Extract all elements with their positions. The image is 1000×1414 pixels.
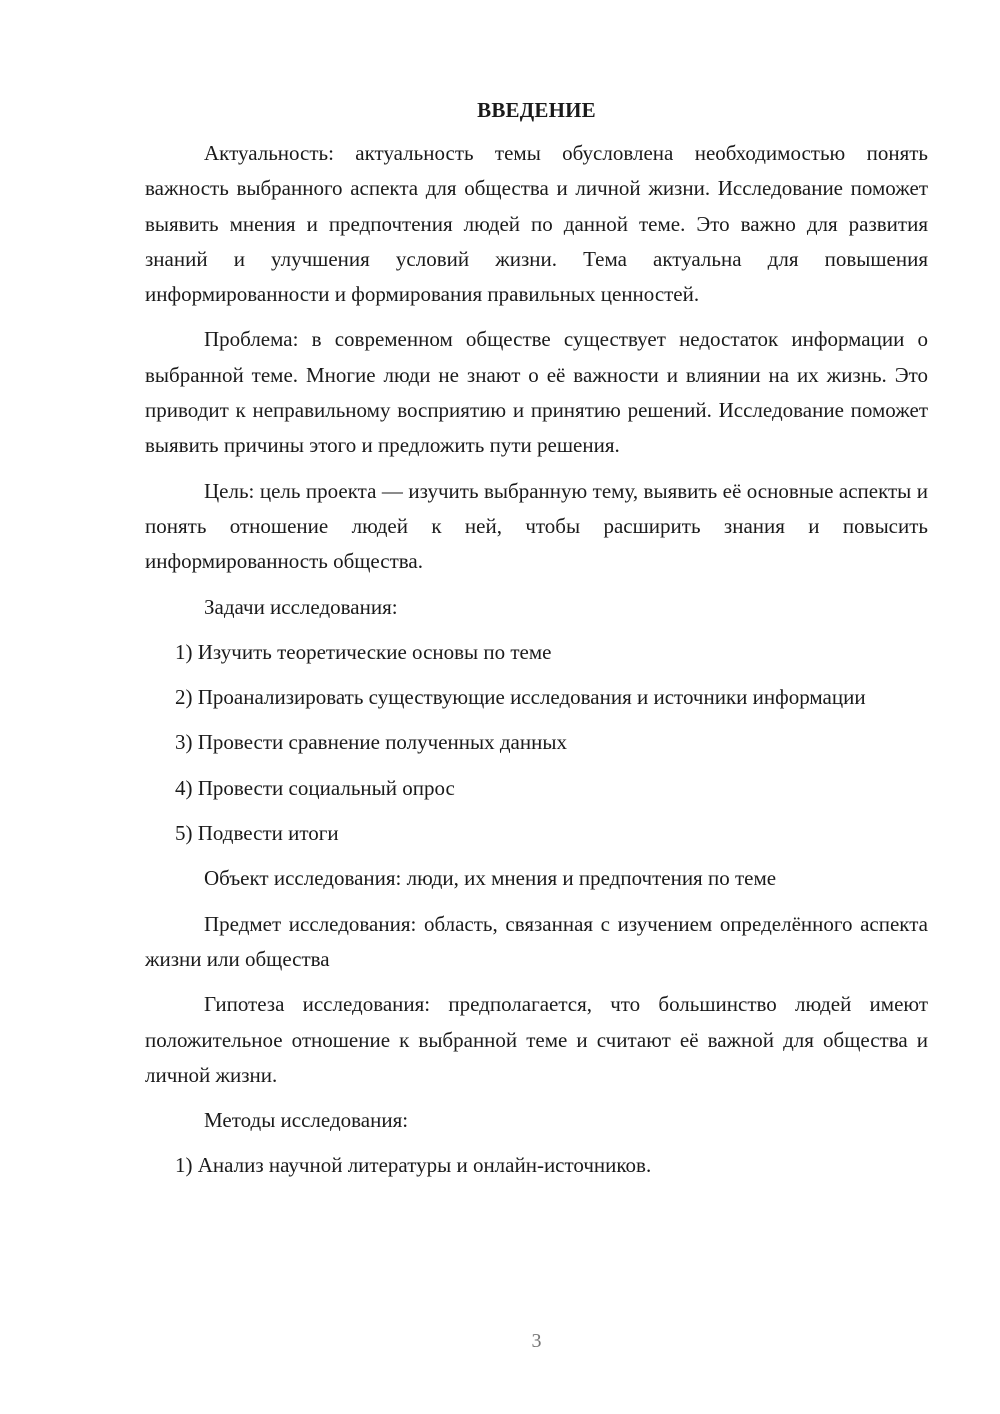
object-paragraph: Объект исследования: люди, их мнения и предпочтения по теме	[204, 866, 777, 891]
method-item-1: 1) Анализ научной литературы и онлайн-источников.	[175, 1153, 652, 1178]
document-page	[145, 95, 928, 1194]
page-number: 3	[531, 1330, 542, 1352]
goal-paragraph: Цель: цель проекта — изучить выбранную тему, выявить её основные аспекты и понять отношение людей к ней, чтобы расширить знания и повысить информированность общества.	[145, 478, 928, 574]
task-item-5: 5) Подвести итоги	[175, 821, 339, 846]
task-item-3: 3) Провести сравнение полученных данных	[175, 730, 567, 755]
relevance-paragraph: Актуальность: актуальность темы обусловлена необходимостью понять важность выбранного аспекта для общества и личной жизни. Исследование поможет выявить мнения и предпочтения людей по данной теме. Это важно для развития знаний и улучшения условий жизни. Тема актуальна для повышения информированности и формирования правильных ценностей.	[145, 141, 928, 307]
task-item-4: 4) Провести социальный опрос	[175, 775, 455, 800]
section-heading: ВВЕДЕНИЕ	[477, 98, 596, 122]
task-item-1: 1) Изучить теоретические основы по теме	[175, 639, 552, 664]
subject-paragraph: Предмет исследования: область, связанная с изучением определённого аспекта жизни или общества	[145, 911, 928, 971]
tasks-heading: Задачи исследования:	[204, 594, 398, 619]
hypothesis-paragraph: Гипотеза исследования: предполагается, что большинство людей имеют положительное отношение к выбранной теме и считают её важной для общества и личной жизни.	[145, 992, 928, 1087]
task-item-2: 2) Проанализировать существующие исследования и источники информации	[175, 685, 866, 710]
methods-heading: Методы исследования:	[204, 1108, 409, 1133]
problem-paragraph: Проблема: в современном обществе существует недостаток информации о выбранной теме. Многие люди не знают о её важности и влиянии на их жизнь. Это приводит к неправильному восприятию и принятию решений. Исследование поможет выявить причины этого и предложить пути решения.	[145, 327, 928, 458]
